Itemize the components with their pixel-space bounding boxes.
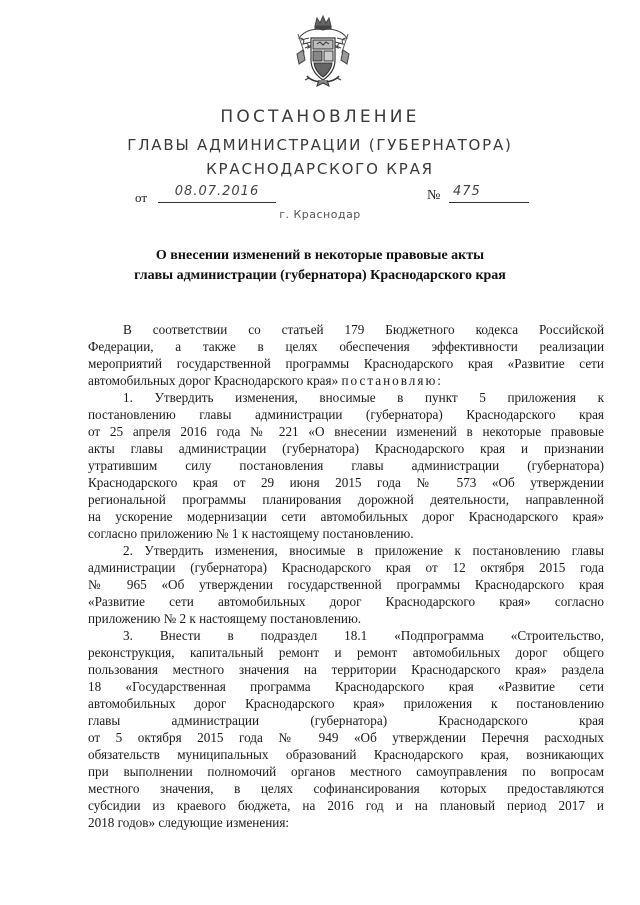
body-line: согласно приложению № 1 к настоящему постановлению. — [88, 526, 414, 541]
body-line: 18 «Государственная программа Краснодарского края «Развитие сети — [88, 679, 604, 694]
number-prefix: № — [427, 188, 441, 203]
document-type: ПОСТАНОВЛЕНИЕ — [220, 107, 420, 127]
date-prefix: от — [135, 190, 148, 205]
body-line: на ускорение модернизации сети автомобильных дорог Краснодарского края» — [88, 509, 604, 524]
title-line: О внесении изменений в некоторые правовые акты — [155, 248, 485, 263]
body-line: Федерации, а также в целях обеспечения эффективности реализации — [88, 339, 604, 354]
document-body — [88, 321, 604, 831]
body-line: 1. Утвердить изменения, вносимые в пункт 5 приложения к — [123, 390, 604, 405]
document-number: 475 — [449, 184, 529, 203]
region-name: КРАСНОДАРСКОГО КРАЯ — [206, 160, 434, 178]
coat-of-arms-icon — [295, 14, 351, 88]
body-line: администрации (губернатора) Краснодарского края от 12 октября 2015 года — [88, 560, 604, 575]
body-line: субсидии из краевого бюджета, на 2016 год и на плановый период 2017 и — [88, 798, 604, 813]
body-line: приложению № 2 к настоящему постановлению. — [88, 611, 362, 626]
document-date: 08.07.2016 — [158, 184, 276, 203]
resolution-word: постановляю: — [341, 373, 443, 388]
body-line: от 25 апреля 2016 года № 221 «О внесении изменений в некоторые правовые — [88, 424, 604, 439]
body-line: региональной программы планирования дорожной деятельности, направленной — [88, 492, 604, 507]
body-line: утратившим силу постановления главы администрации (губернатора) — [88, 458, 604, 473]
body-line: местного значения, в целях софинансирования которых предоставляются — [88, 781, 604, 796]
body-line: Краснодарского края от 29 июня 2015 года № 573 «Об утверждении — [88, 475, 604, 490]
document-title — [60, 246, 580, 286]
body-line: № 965 «Об утверждении государственной программы Краснодарского края — [88, 577, 604, 592]
body-line: 2. Утвердить изменения, вносимые в приложение к постановлению главы — [123, 543, 604, 558]
body-line: обязательств муниципальных образований Краснодарского края, возникающих — [88, 747, 604, 762]
body-line — [88, 372, 604, 389]
body-line: 2018 годов» следующие изменения: — [88, 815, 290, 830]
title-line: главы администрации (губернатора) Краснодарского края — [134, 268, 506, 283]
body-line: автомобильных дорог Краснодарского края» приложения к постановлению — [88, 696, 604, 711]
body-line: пользования местного значения на территории Краснодарского края» раздела — [88, 662, 604, 677]
body-line: 3. Внести в подраздел 18.1 «Подпрограмма «Строительство, — [123, 628, 604, 643]
body-line: мероприятий государственной программы Краснодарского края «Развитие сети — [88, 356, 604, 371]
body-text: автомобильных дорог Краснодарского края» — [88, 373, 339, 388]
body-line: главы администрации (губернатора) Краснодарского края — [88, 713, 604, 728]
body-line: постановлению главы администрации (губернатора) Краснодарского края — [88, 407, 604, 422]
city-name: г. Краснодар — [279, 208, 361, 221]
body-line: акты главы администрации (губернатора) Краснодарского края и признании — [88, 441, 604, 456]
body-line: реконструкция, капитальный ремонт и ремонт автомобильных дорог общего — [88, 645, 604, 660]
body-line: В соответствии со статьей 179 Бюджетного кодекса Российской — [123, 322, 604, 337]
body-line: при выполнении полномочий органов местного самоуправления по вопросам — [88, 764, 604, 779]
issuing-authority: ГЛАВЫ АДМИНИСТРАЦИИ (ГУБЕРНАТОРА) — [127, 136, 513, 154]
body-line: от 5 октября 2015 года № 949 «Об утверждении Перечня расходных — [88, 730, 604, 745]
body-line: «Развитие сети автомобильных дорог Краснодарского края» согласно — [88, 594, 604, 609]
